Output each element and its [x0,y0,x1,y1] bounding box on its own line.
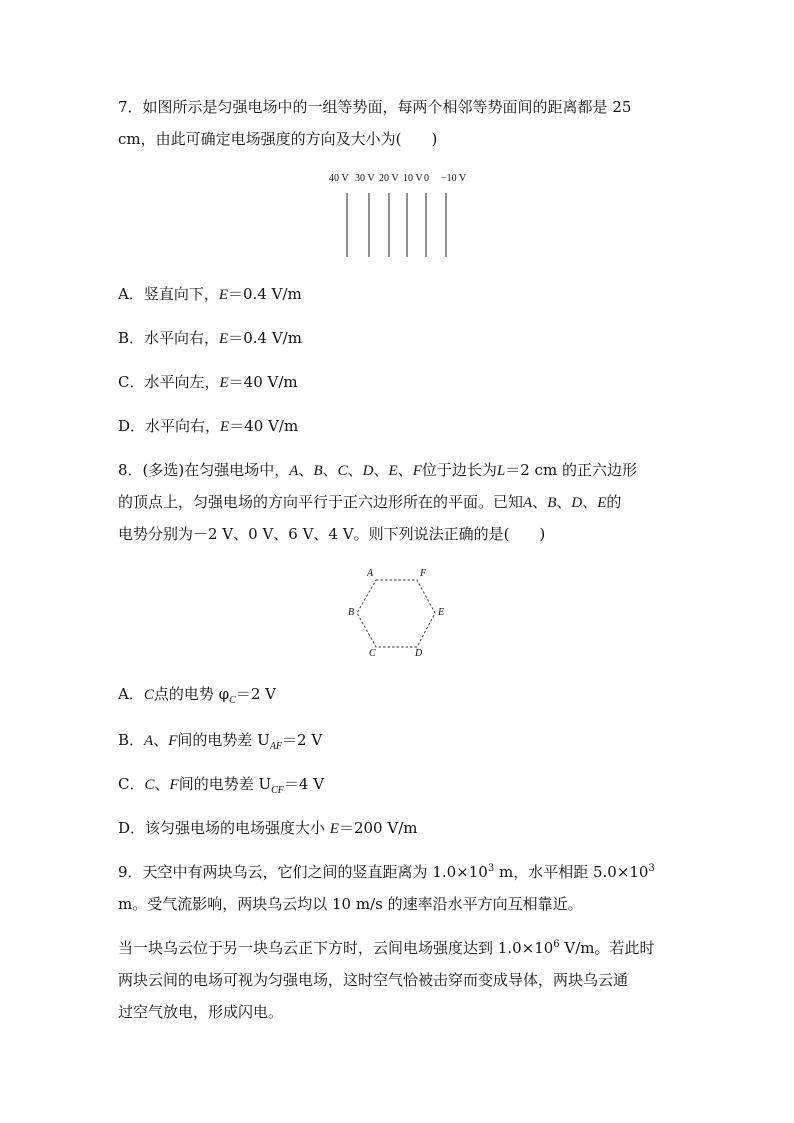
q7-option-b: B．水平向右，E＝0.4 V/m [118,329,302,347]
q8-hexagon-figure [340,562,450,666]
q8-option-a: A．C点的电势 $\varphi_C=2$ V [118,685,276,706]
label-10v: 10 V [403,173,423,184]
q8-option-d: D．该匀强电场的电场强度大小 E＝200 V/m [118,819,418,837]
q8-option-c: C．C、F间的电势差 $U_{CF}=4$ V [118,775,325,796]
q8-option-b: B．A、F间的电势差 $U_{AF}=2$ V [118,731,323,752]
q7-equipotential-figure [320,170,480,265]
vertex-f-label: F [420,568,427,579]
q9-paragraph2-line2: 两块云间的电场可视为匀强电场，这时空气恰被击穿而变成导体，两块乌云通 [118,971,629,989]
q7-stem-line2: cm，由此可确定电场强度的方向及大小为( ) [118,130,438,148]
label-30v: 30 V [355,173,375,184]
vertex-a-label: A [367,568,374,579]
label-20v: 20 V [379,173,399,184]
q9-paragraph2-line3: 过空气放电，形成闪电。 [118,1003,284,1021]
q7-stem-line1: 7．如图所示是匀强电场中的一组等势面，每两个相邻等势面间的距离都是 25 [118,98,632,116]
q7-option-c: C．水平向左，E＝40 V/m [118,373,298,391]
vertex-b-label: B [348,607,355,618]
vertex-d-label: D [415,648,423,659]
label-40v: 40 V [329,173,349,184]
q9-stem-line1: 9．天空中有两块乌云，它们之间的竖直距离为 $1.0\times 10^3$ m，水平相距 $5.0\times 10^3$ [118,863,655,881]
q7-option-a: A．竖直向下，E＝0.4 V/m [118,285,302,303]
vertex-e-label: E [438,607,445,618]
q8-stem-line2: 的顶点上，匀强电场的方向平行于正六边形所在的平面。已知A、B、D、E的 [118,493,622,511]
vertex-c-label: C [369,648,376,659]
q8-stem-line3: 电势分别为－2 V、0 V、6 V、4 V。则下列说法正确的是( ) [118,525,546,543]
q9-stem-line2: m。受气流影响，两块乌云均以 10 m/s 的速率沿水平方向互相靠近。 [118,895,583,913]
hexagon-shape [340,562,450,666]
q7-option-d: D．水平向右，E＝40 V/m [118,417,299,435]
equipotential-lines [320,170,480,265]
q9-paragraph2-line1: 当一块乌云位于另一块乌云正下方时，云间电场强度达到 $1.0\times 10^6$ V/m。若此时 [118,939,655,957]
q8-stem-line1: 8．(多选)在匀强电场中，A、B、C、D、E、F位于边长为L＝2 cm 的正六边形 [118,461,637,479]
label-0v: 0 [424,173,429,184]
label-neg10v: −10 V [441,173,467,184]
